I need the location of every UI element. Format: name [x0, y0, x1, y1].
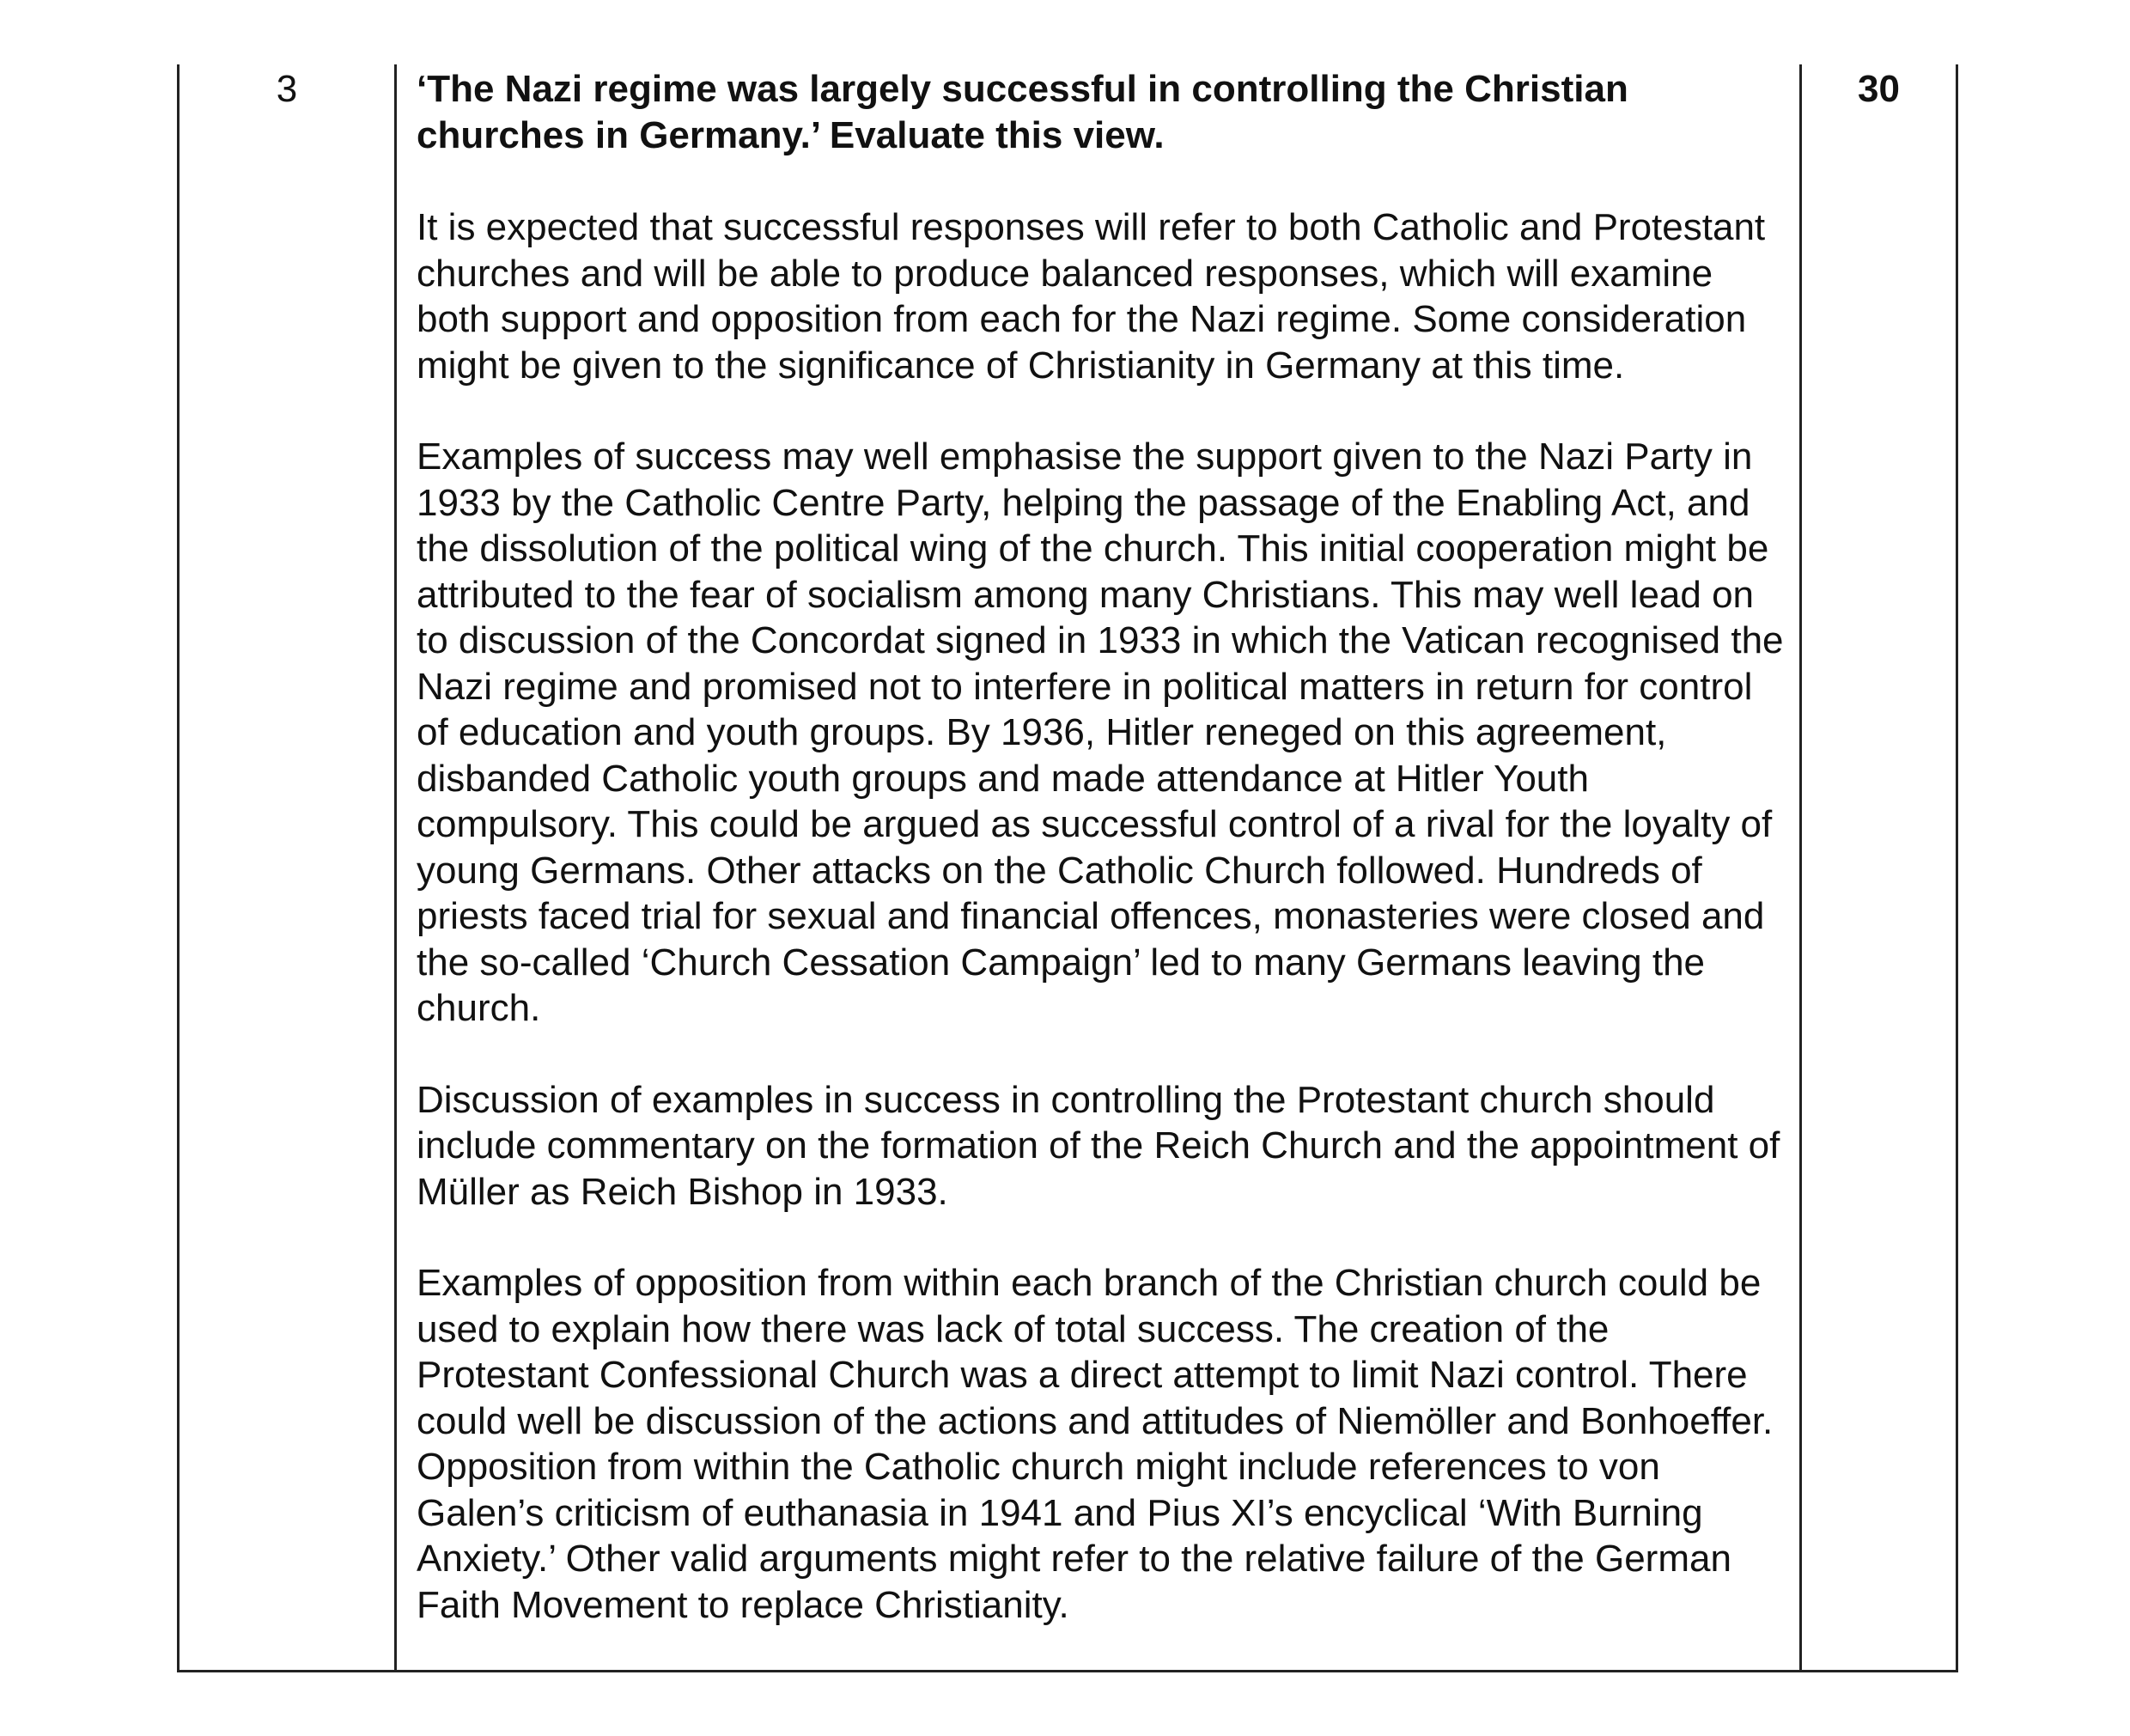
column-divider [1799, 64, 1802, 1670]
mark-scheme-table [177, 64, 1958, 1672]
guidance-paragraph: Discussion of examples in success in controlling the Protestant church should include commentary on the formation of the Reich Church and the appointment of Müller as Reich Bishop in 1933. [417, 1078, 1780, 1213]
question-text: ‘The Nazi regime was largely successful in controlling the Christian churches in Germany.’ Evaluate this view. [417, 68, 1628, 156]
guidance-paragraph: Examples of success may well emphasise the support given to the Nazi Party in 1933 by the Catholic Centre Party, helping the passage of the Enabling Act, and the dissolution of the political wing of the church. This initial cooperation might be attributed to the fear of socialism among many Christians. This may well lead on to discussion of the Concordat signed in 1933 in which the Vatican recognised the Nazi regime and promised not to interfere in political matters in return for control of education and youth groups. By 1936, Hitler reneged on this agreement, disbanded Catholic youth groups and made attendance at Hitler Youth compulsory. This could be argued as successful control of a rival for the loyalty of young Germans. Other attacks on the Catholic Church followed. Hundreds of priests faced trial for sexual and financial offences, monasteries were closed and the so-called ‘Church Cessation Campaign’ led to many Germans leaving the church. [417, 436, 1784, 1029]
marks-value: 30 [1858, 68, 1900, 110]
guidance-paragraph: It is expected that successful responses will refer to both Catholic and Protestant churches and will be able to produce balanced responses, which will examine both support and opposition from each for the Nazi regime. Some consideration might be given to the significance of Christianity in Germany at this time. [417, 206, 1766, 387]
question-number: 3 [276, 68, 298, 110]
guidance-paragraph: Examples of opposition from within each branch of the Christian church could be used to explain how there was lack of total success. The creation of the Protestant Confessional Church was a direct attempt to limit Nazi control. There could well be discussion of the actions and attitudes of Niemöller and Bonhoeffer. Opposition from within the Catholic church might include references to von Galen’s criticism of euthanasia in 1941 and Pius XI’s encyclical ‘With Burning Anxiety.’ Other valid arguments might refer to the relative failure of the German Faith Movement to replace Christianity. [417, 1262, 1774, 1626]
column-divider [394, 64, 397, 1670]
guidance-cell [417, 66, 1791, 1628]
